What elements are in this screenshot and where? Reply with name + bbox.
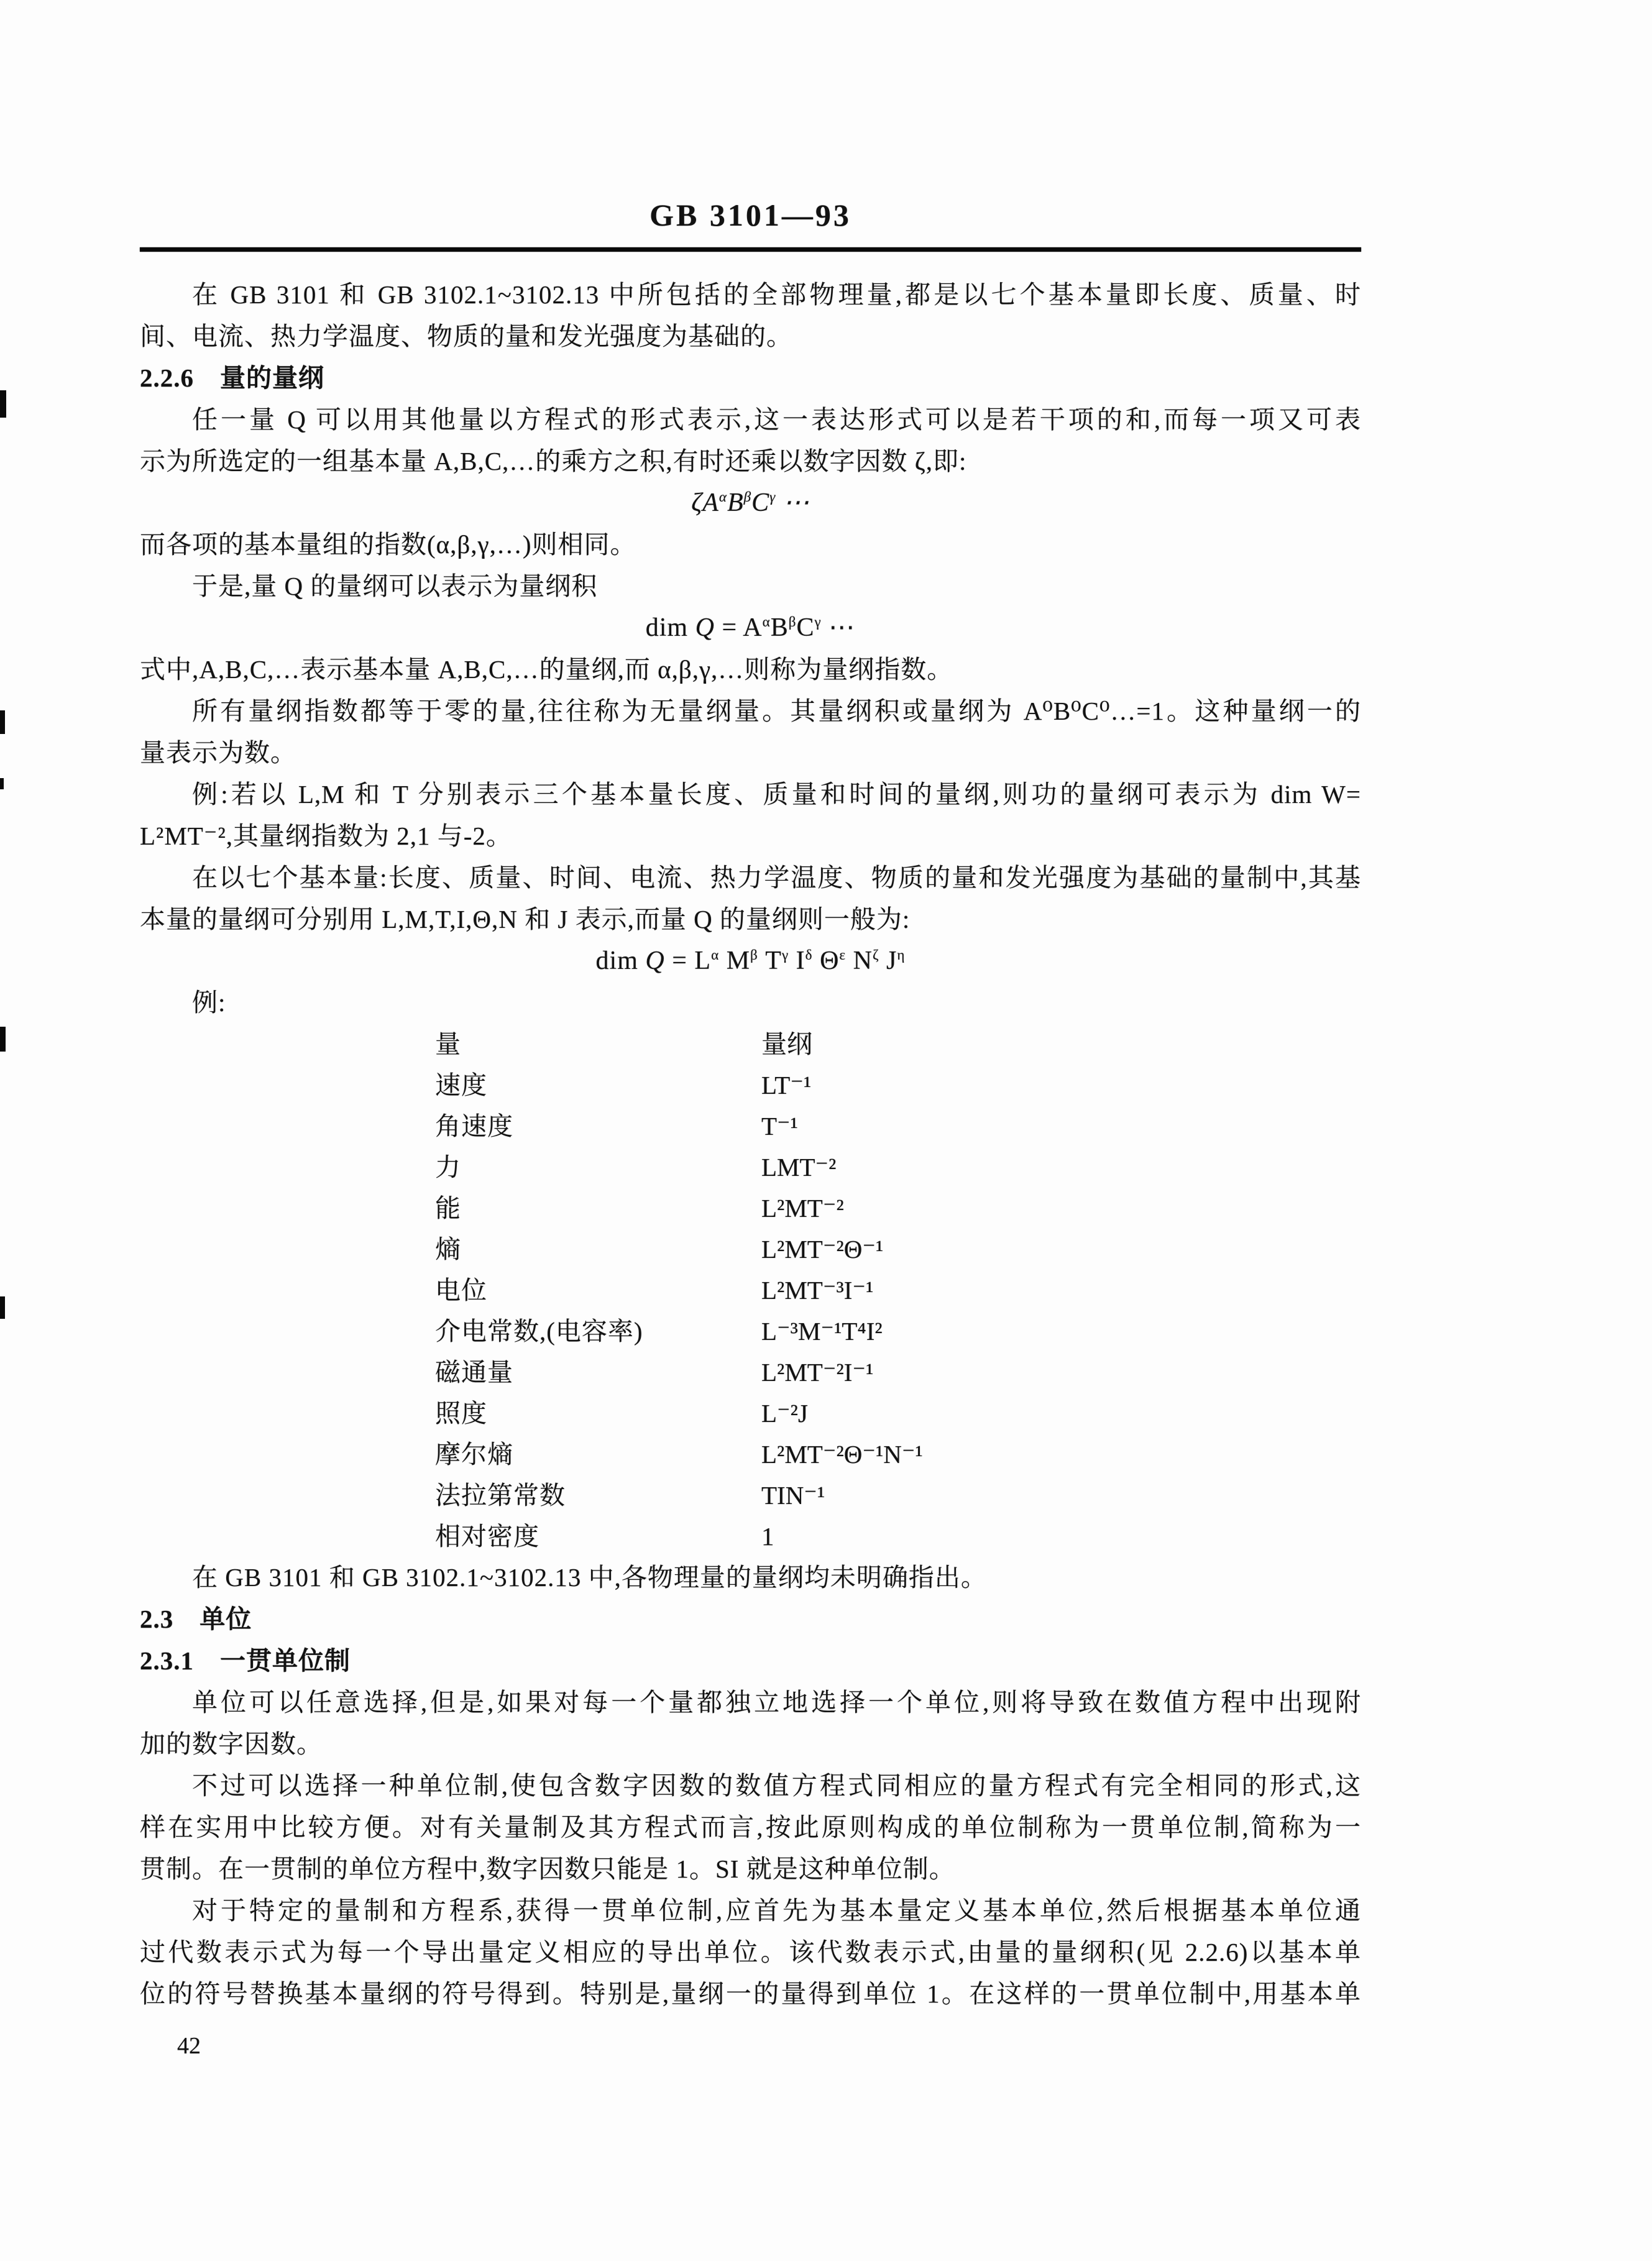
- quantity-cell: 角速度: [435, 1112, 513, 1140]
- dimension-cell: LT⁻¹: [761, 1071, 812, 1099]
- table-row: [435, 1393, 1361, 1434]
- body-line: 而各项的基本量组的指数(α,β,γ,…)则相同。: [140, 530, 636, 559]
- scan-artifact: [0, 1296, 5, 1319]
- table-row: [435, 1516, 1361, 1557]
- body-line: 在 GB 3101 和 GB 3102.1~3102.13 中,各物理量的量纲均未明确指出。: [192, 1563, 987, 1592]
- formula-zeta-product: $\zeta A^\alpha B^\beta C^\gamma$ ⋯: [691, 488, 810, 517]
- masthead: [140, 0, 1361, 232]
- dimension-cell: LMT⁻²: [761, 1153, 837, 1181]
- table-row: [435, 1147, 1361, 1188]
- body-line: 量表示为数。: [140, 738, 296, 767]
- body-line: 对于特定的量制和方程系,获得一贯单位制,应首先为基本量定义基本单位,然后根据基本单位通: [192, 1896, 1361, 1925]
- quantity-cell: 力: [435, 1153, 461, 1181]
- quantity-cell: 法拉第常数: [435, 1481, 566, 1510]
- formula-dim-q-abc: dim $Q = A^\alpha B^\beta C^\gamma$ ⋯: [645, 613, 856, 642]
- body-line: 在 GB 3101 和 GB 3102.1~3102.13 中所包括的全部物理量,都是以七个基本量即长度、质量、时: [192, 280, 1361, 309]
- dimension-cell: L²MT⁻²: [761, 1194, 844, 1222]
- dimension-column-header: 量纲: [761, 1030, 812, 1058]
- table-row: [435, 1188, 1361, 1229]
- body-line: 示为所选定的一组基本量 A,B,C,…的乘方之积,有时还乘以数字因数 ζ,即:: [140, 447, 967, 475]
- body-line: 任一量 Q 可以用其他量以方程式的形式表示,这一表达形式可以是若干项的和,而每一项又可表: [192, 405, 1361, 434]
- quantity-cell: 照度: [435, 1399, 487, 1428]
- quantity-cell: 电位: [435, 1276, 487, 1305]
- page-number: 42: [177, 2033, 201, 2059]
- body-line: 位的符号替换基本量纲的符号得到。特别是,量纲一的量得到单位 1。在这样的一贯单位制中,用基本单: [140, 1979, 1361, 2008]
- body-line: 样在实用中比较方便。对有关量制及其方程式而言,按此原则构成的单位制称为一贯单位制,简称为一: [140, 1813, 1361, 1841]
- table-row: [435, 1434, 1361, 1475]
- header-rule: [140, 247, 1361, 252]
- body-line: 单位可以任意选择,但是,如果对每一个量都独立地选择一个单位,则将导致在数值方程中出现附: [192, 1688, 1361, 1717]
- body-line: 贯制。在一贯制的单位方程中,数字因数只能是 1。SI 就是这种单位制。: [140, 1855, 955, 1883]
- dimension-cell: L⁻²J: [761, 1399, 808, 1428]
- body-line: L²MT⁻²,其量纲指数为 2,1 与-2。: [140, 822, 512, 850]
- body-line: 式中,A,B,C,…表示基本量 A,B,C,…的量纲,而 α,β,γ,…则称为量纲指数。: [140, 655, 953, 684]
- body-line: 例:若以 L,M 和 T 分别表示三个基本量长度、质量和时间的量纲,则功的量纲可表示为 dim W=: [192, 780, 1361, 809]
- dimension-cell: L²MT⁻²Θ⁻¹N⁻¹: [761, 1440, 923, 1469]
- body-text: [140, 274, 1361, 2015]
- body-line: 过代数表示式为每一个导出量定义相应的导出单位。该代数表示式,由量的量纲积(见 2.2.6)以基本单: [140, 1938, 1361, 1966]
- body-line: 本量的量纲可分别用 L,M,T,I,Θ,N 和 J 表示,而量 Q 的量纲则一般为:: [140, 905, 911, 933]
- dimension-table: [435, 1024, 1361, 1557]
- dimension-cell: T⁻¹: [761, 1112, 798, 1140]
- body-line: 加的数字因数。: [140, 1730, 323, 1758]
- table-row: [435, 1352, 1361, 1393]
- scan-artifact: [0, 778, 4, 789]
- quantity-cell: 磁通量: [435, 1358, 513, 1387]
- body-line: 在以七个基本量:长度、质量、时间、电流、热力学温度、物质的量和发光强度为基础的量制中,其基: [192, 863, 1361, 892]
- dimension-cell: TIN⁻¹: [761, 1481, 825, 1510]
- quantity-cell: 介电常数,(电容率): [435, 1317, 643, 1346]
- example-label: 例:: [192, 988, 226, 1017]
- dimension-cell: L²MT⁻²I⁻¹: [761, 1358, 874, 1387]
- dimension-cell: L²MT⁻²Θ⁻¹: [761, 1235, 884, 1264]
- dimension-cell: L²MT⁻³I⁻¹: [761, 1276, 874, 1305]
- body-line: 不过可以选择一种单位制,使包含数字因数的数值方程式同相应的量方程式有完全相同的形式,这: [192, 1771, 1361, 1800]
- scan-artifact: [0, 390, 6, 418]
- quantity-cell: 摩尔熵: [435, 1440, 513, 1469]
- section-heading-2-3: 2.3 单位: [140, 1605, 252, 1633]
- dimension-cell: L⁻³M⁻¹T⁴I²: [761, 1317, 883, 1346]
- page-content: [140, 0, 1361, 2060]
- table-row: [435, 1065, 1361, 1106]
- quantity-cell: 能: [435, 1194, 461, 1222]
- quantity-cell: 相对密度: [435, 1522, 539, 1551]
- table-row: [435, 1106, 1361, 1147]
- section-heading-2-3-1: 2.3.1 一贯单位制: [140, 1646, 351, 1675]
- section-heading-2-2-6: 2.2.6 量的量纲: [140, 364, 324, 392]
- standard-code: GB 3101—93: [649, 198, 851, 232]
- dimension-cell: 1: [761, 1522, 774, 1551]
- table-row: [435, 1229, 1361, 1270]
- formula-dim-q-lmt: dim $Q = L^\alpha$ $M^\beta$ $T^\gamma$ $I^\delta$ $\Theta^\varepsilon$ $N^\zeta$ $J^\eta$: [595, 947, 906, 975]
- table-row: [435, 1311, 1361, 1352]
- body-line: 所有量纲指数都等于零的量,往往称为无量纲量。其量纲积或量纲为 A⁰B⁰C⁰…=1。这种量纲一的: [192, 697, 1361, 725]
- table-header-row: [435, 1024, 1361, 1065]
- table-row: [435, 1270, 1361, 1311]
- body-line: 于是,量 Q 的量纲可以表示为量纲积: [192, 572, 598, 600]
- quantity-cell: 速度: [435, 1071, 487, 1099]
- scan-artifact: [0, 710, 5, 734]
- scan-artifact: [0, 1027, 6, 1052]
- body-line: 间、电流、热力学温度、物质的量和发光强度为基础的。: [140, 322, 792, 351]
- table-row: [435, 1475, 1361, 1516]
- quantity-column-header: 量: [435, 1030, 461, 1058]
- quantity-cell: 熵: [435, 1235, 461, 1264]
